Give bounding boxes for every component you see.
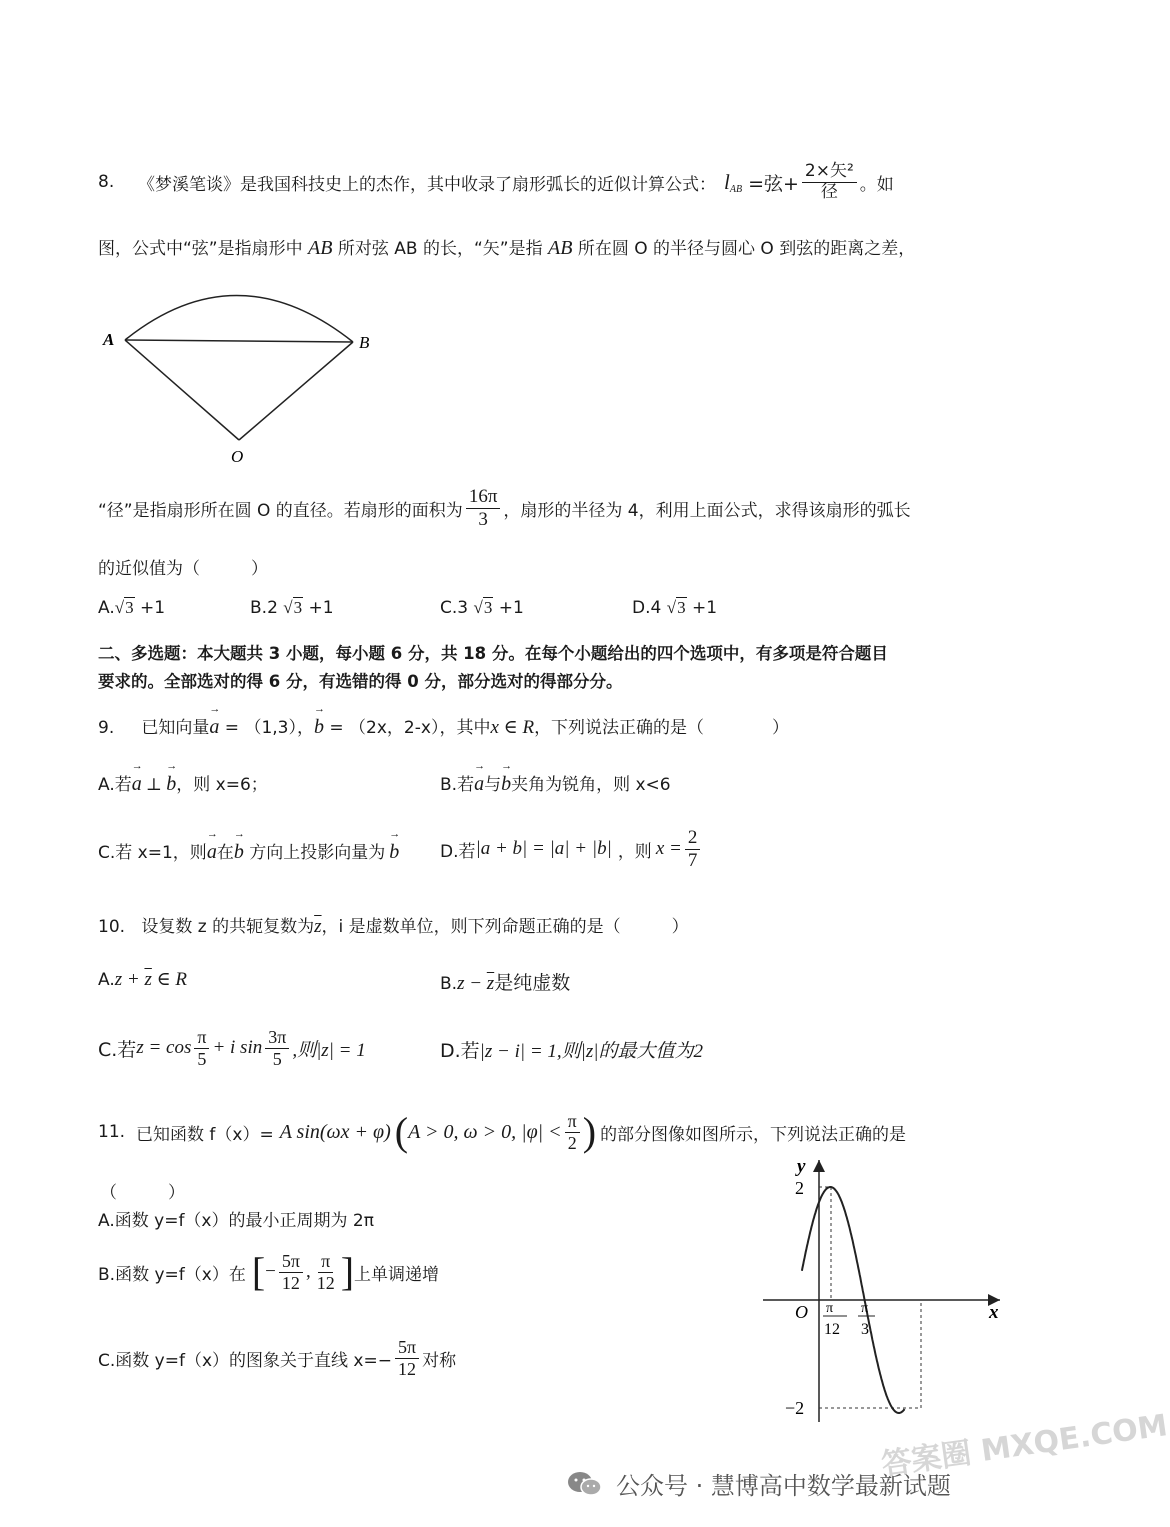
q11-cond-frac-den: 2 <box>567 1132 577 1153</box>
q9-option-a[interactable] <box>98 770 268 796</box>
sine-graph <box>755 1150 1015 1430</box>
q10-option-a[interactable] <box>98 968 187 991</box>
x-in-r: x ∈ R <box>490 717 535 738</box>
option-c-tail: +1 <box>498 598 524 618</box>
q10-b-pre: B. <box>440 974 458 994</box>
q11-b-end: 上单调递增 <box>354 1264 440 1285</box>
q9-b-end: 夹角为锐角，则 x<6 <box>511 775 671 795</box>
q10-stem <box>98 912 689 938</box>
option-b-radicand: 3 <box>293 598 303 617</box>
vector-b: → b <box>501 773 511 796</box>
formula-l: l <box>724 169 730 194</box>
option-d-radicand: 3 <box>677 598 686 617</box>
q11-text-1: 已知函数 f（x）= <box>136 1124 274 1145</box>
tick1-den: 12 <box>824 1321 840 1338</box>
option-a-tail: +1 <box>139 598 166 618</box>
q10-a-pre: A. <box>98 970 115 990</box>
label-a: A <box>103 330 115 349</box>
q9-c-mid: 在 <box>216 843 234 863</box>
q8-line3-part-b: ，扇形的半径为 4，利用上面公式，求得该扇形的弧长 <box>503 500 911 521</box>
q9-text-3: = （2x，2-x），其中 <box>324 718 491 738</box>
q9-number: 9. <box>98 718 115 738</box>
q8-line3-part-a: “径”是指扇形所在圆 O 的直径。若扇形的面积为 <box>98 500 463 521</box>
q8-line2-part-c: 所在圆 O 的半径与圆心 O 到弦的距离之差， <box>577 239 916 259</box>
q9-text-1: 已知向量 <box>141 718 210 738</box>
q11-right-paren: ) <box>582 1109 597 1154</box>
q8-option-d[interactable] <box>632 598 717 618</box>
option-a-sqrt: √3 <box>114 598 134 617</box>
q10-option-c[interactable] <box>98 1020 366 1076</box>
q11-c-frac <box>395 1337 419 1379</box>
vector-b: → b <box>389 841 399 864</box>
q10-text-1: 设复数 z 的共轭复数为 <box>141 917 315 937</box>
q9-text-2: = （1,3）， <box>219 718 314 738</box>
q9-a-pre: A.若 <box>98 775 132 795</box>
footer-watermark: 答案圈 MXQE.COM <box>879 1408 1170 1483</box>
q8-option-c[interactable] <box>440 598 524 618</box>
origin-label: O <box>795 1302 808 1322</box>
q11-cond-frac <box>565 1111 580 1153</box>
q9-d-fraction <box>685 827 701 872</box>
q10-option-d[interactable] <box>440 1036 703 1063</box>
option-c-radicand: 3 <box>483 598 493 617</box>
q9-text-4: ，下列说法正确的是（ ） <box>534 718 790 738</box>
area-fraction <box>466 486 501 531</box>
q9-d-expression: |a + b| = |a| + |b| <box>475 838 612 859</box>
sector-figure <box>95 280 395 480</box>
z-conjugate: $\overline{z}$ <box>314 916 322 937</box>
option-d-sqrt: √3 <box>666 598 686 617</box>
q8-line2-part-b: 所对弦 AB 的长，“矢”是指 <box>337 239 543 259</box>
formula-fraction <box>802 162 857 202</box>
q8-line2-part-a: 图，公式中“弦”是指扇形中 <box>98 239 303 259</box>
q10-c-frac2-den: 5 <box>272 1048 282 1069</box>
q11-b-pre: B.函数 y=f（x）在 <box>98 1264 246 1285</box>
footer-wechat-icon <box>566 1470 604 1498</box>
label-b: B <box>359 333 370 352</box>
q10-c-pre: C.若 <box>98 1038 137 1061</box>
q11-b-frac2-den: 12 <box>316 1272 335 1293</box>
q11-number: 11. <box>98 1122 126 1142</box>
option-b-tail: +1 <box>308 598 334 618</box>
q11-b-right-bracket: ] <box>340 1249 355 1294</box>
vector-a: → a <box>207 841 217 864</box>
q8-options <box>98 598 798 624</box>
formula-eq: =弦+ <box>748 172 799 195</box>
q9-d-pre: D.若 <box>440 841 476 862</box>
q10-option-b[interactable] <box>440 968 570 995</box>
vector-b: → b <box>314 716 324 739</box>
q9-b-mid: 与 <box>484 775 502 795</box>
q10-c-end: ,则|z| = 1 <box>292 1039 366 1061</box>
q11-c-frac-den: 12 <box>398 1358 417 1379</box>
q11-paren: （ ） <box>100 1183 185 1203</box>
radius-ob <box>239 342 353 440</box>
q11-function: A sin(ωx + φ) <box>279 1120 391 1143</box>
q10-c-frac1-num: π <box>194 1027 209 1049</box>
formula-sub: AB <box>729 183 743 195</box>
q9-b-pre: B.若 <box>440 775 475 795</box>
section2-line2: 要求的。全部选对的得 6 分，有选错的得 0 分，部分选对的得部分分。 <box>98 672 623 691</box>
footer-text: 公众号 · 慧博高中数学最新试题 <box>616 1472 951 1500</box>
formula-numerator: 2×矢² <box>802 162 857 183</box>
q9-d-x: x = <box>655 838 682 859</box>
q8-line4: 的近似值为（ ） <box>98 559 268 579</box>
q8-line3 <box>98 484 911 532</box>
q11-b-frac2 <box>314 1251 338 1293</box>
q10-d-pre: D.若 <box>440 1040 480 1062</box>
q11-b-frac1-num: 5π <box>279 1251 303 1273</box>
q9-d-then: ，则 <box>617 841 652 862</box>
q11-option-c[interactable] <box>98 1328 456 1388</box>
q10-a-expr-c: ∈ R <box>151 969 188 990</box>
q11-b-minus: − <box>265 1261 276 1282</box>
chord-ab <box>125 340 353 342</box>
area-denominator: 3 <box>478 508 488 530</box>
q10-c-frac1-den: 5 <box>197 1048 207 1069</box>
q11-b-left-bracket: [ <box>251 1249 266 1294</box>
option-c-sqrt: √3 <box>473 598 493 617</box>
radius-oa <box>125 340 239 440</box>
q9-stem <box>98 713 789 739</box>
wechat-icon <box>566 1470 604 1498</box>
option-d-tail: +1 <box>691 598 718 618</box>
arc-ab-2: AB <box>548 237 573 259</box>
tick2-den: 3 <box>861 1321 869 1338</box>
vector-a: → a <box>132 773 142 796</box>
vector-b: → b <box>166 773 176 796</box>
q9-option-c[interactable] <box>98 838 399 864</box>
q8-line2 <box>98 234 915 260</box>
q9-option-b[interactable] <box>440 770 671 796</box>
q10-c-mid: + i sin <box>212 1037 263 1058</box>
area-numerator: 16π <box>466 486 501 509</box>
q10-c-z: z = cos <box>136 1037 192 1058</box>
vector-a: → a <box>209 716 219 739</box>
q8-line1 <box>98 162 894 202</box>
q11-conditions: A > 0, ω > 0, |φ| < <box>408 1120 562 1143</box>
x-axis-label: x <box>989 1302 999 1323</box>
vector-a: → a <box>474 773 484 796</box>
tick1-num: π <box>826 1301 834 1316</box>
perp-symbol: ⊥ <box>141 775 167 794</box>
q8-number: 8. <box>98 172 115 192</box>
q11-left-paren: ( <box>394 1109 409 1154</box>
option-d-prefix: D.4 <box>632 598 662 618</box>
y-axis-label: y <box>797 1156 806 1177</box>
tick2-num: π <box>861 1301 869 1316</box>
q9-d-denominator: 7 <box>687 849 698 871</box>
q10-a-zbar: $\overline{z}$ <box>144 969 152 990</box>
option-c-prefix: C.3 <box>440 598 469 618</box>
q9-a-end: ，则 x=6； <box>176 775 268 795</box>
q10-b-text: 是纯虚数 <box>494 972 571 994</box>
q11-c-frac-num: 5π <box>395 1337 419 1359</box>
q10-c-frac2-num: 3π <box>265 1027 289 1049</box>
q10-text-2: ，i 是虚数单位，则下列命题正确的是（ ） <box>321 917 689 937</box>
q9-d-numerator: 2 <box>685 827 701 850</box>
q11-option-a[interactable]: A.函数 y=f（x）的最小正周期为 2π <box>98 1211 374 1231</box>
q9-c-end: 方向上投影向量为 <box>249 843 386 863</box>
q11-b-frac1 <box>279 1251 303 1293</box>
q11-c-pre: C.函数 y=f（x）的图象关于直线 x=− <box>98 1350 392 1371</box>
q11-text-2: 的部分图像如图所示，下列说法正确的是 <box>600 1124 907 1145</box>
section2-line1: 二、多选题：本大题共 3 小题，每小题 6 分，共 18 分。在每个小题给出的四个选项中，有多项是符合题目 <box>98 644 888 663</box>
q10-number: 10. <box>98 917 126 937</box>
label-o: O <box>231 447 244 466</box>
q11-b-frac2-num: π <box>318 1251 333 1273</box>
q11-b-frac1-den: 12 <box>281 1272 300 1293</box>
q10-c-frac2 <box>265 1027 289 1069</box>
y-min-label: −2 <box>785 1398 805 1418</box>
option-a-radicand: 3 <box>125 598 134 617</box>
q11-cond-frac-num: π <box>565 1111 580 1133</box>
q9-option-d[interactable] <box>440 822 703 876</box>
option-a-prefix: A. <box>98 598 115 618</box>
option-b-prefix: B.2 <box>250 598 278 618</box>
q10-a-expr-a: z + <box>114 969 145 990</box>
q8-text: 《梦溪笔谈》是我国科技史上的杰作，其中收录了扇形弧长的近似计算公式： <box>138 174 716 195</box>
y-max-label: 2 <box>795 1178 804 1198</box>
formula-denominator: 径 <box>820 181 838 202</box>
option-b-sqrt: √3 <box>283 598 303 617</box>
sector-arc <box>125 295 353 342</box>
vector-b: → b <box>234 841 244 864</box>
arc-ab-1: AB <box>308 237 333 259</box>
q11-c-end: 对称 <box>422 1350 457 1371</box>
q8-line1-end: 。如 <box>859 174 894 195</box>
q10-c-frac1 <box>194 1027 209 1069</box>
q11-option-b[interactable] <box>98 1242 439 1302</box>
q9-c-pre: C.若 x=1，则 <box>98 843 207 863</box>
q8-option-b[interactable] <box>250 598 334 618</box>
q10-b-expr-a: z − <box>457 973 487 994</box>
q8-option-a[interactable] <box>98 598 165 618</box>
q10-d-expr: |z − i| = 1,则|z|的最大值为2 <box>479 1041 704 1062</box>
q11-b-comma: , <box>305 1261 311 1282</box>
q10-b-zbar: $\overline{z}$ <box>486 973 495 994</box>
